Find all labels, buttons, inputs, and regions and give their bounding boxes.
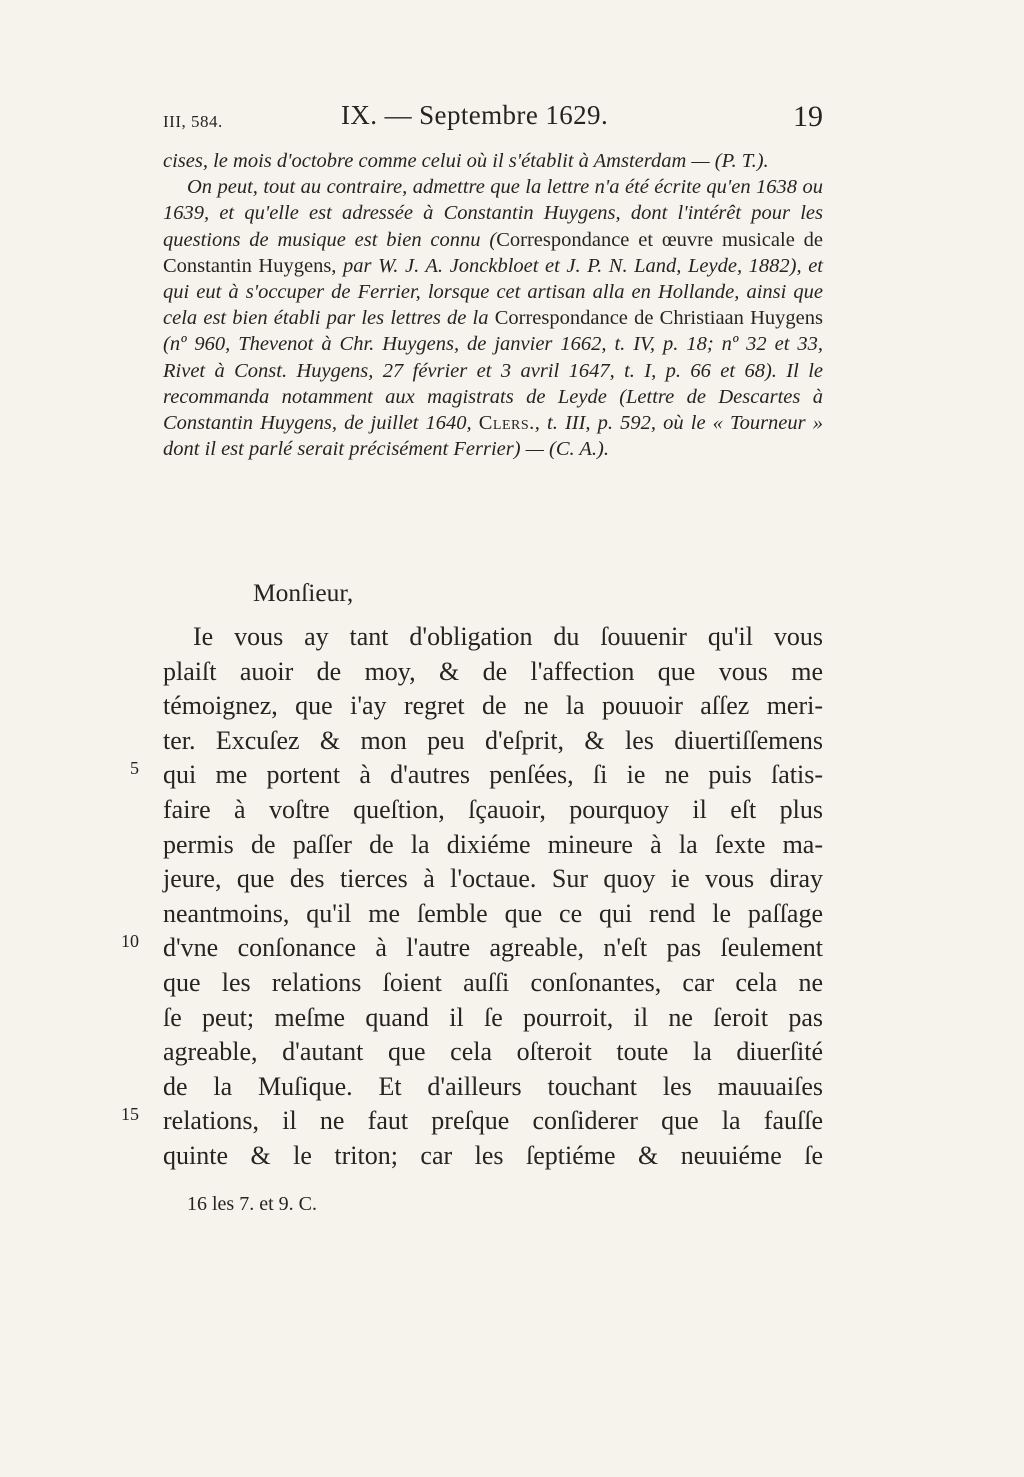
letter-line: [163, 1070, 823, 1105]
editorial-note: [163, 148, 823, 462]
letter-line-text: qui me portent à d'autres penſées, ſi ie ne puis ſatis-: [163, 760, 823, 790]
letter-line: [163, 1035, 823, 1070]
letter-line-text: témoignez, que i'ay regret de ne la pouuoir aſſez meri-: [163, 691, 823, 721]
textual-variant-note: 16 les 7. et 9. C.: [187, 1193, 317, 1215]
page-title: IX. — Septembre 1629.: [341, 100, 609, 130]
letter-line: [163, 689, 823, 724]
letter-line-text: relations, il ne faut preſque conſiderer que la fauſſe: [163, 1106, 823, 1136]
letter-line: [163, 1001, 823, 1036]
letter-line: [130, 758, 823, 793]
note-paragraph-continued: cises, le mois d'octobre comme celui où il s'établit à Amsterdam — (P. T.).: [163, 150, 769, 172]
letter-line-text: que les relations ſoient auſſi conſonantes, car cela ne: [163, 967, 823, 997]
note-text: , t. III, p. 592, où le « Tourneur » dont il est parlé serait précisément Ferrier) — (C. A.).: [163, 412, 823, 461]
letter-line-text: plaiſt auoir de moy, & de l'affection que vous me: [163, 656, 823, 686]
letter-line-text: d'vne conſonance à l'autre agreable, n'eſt pas ſeulement: [163, 933, 823, 963]
note-paragraph: [163, 174, 823, 462]
letter-line-text: jeure, que des tierces à l'octaue. Sur quoy ie vous diray: [163, 864, 823, 894]
letter-line-text: ſe peut; meſme quand il ſe pourroit, il ne ſeroit pas: [163, 1002, 823, 1032]
note-text: On peut, tout au contraire, admettre que la lettre n'a été écrite qu'en 1638 ou 1639, et qu'elle est adressée à Constantin Huygens, dont l'intérêt pour les questions de musique est bien connu (: [163, 176, 823, 251]
letter-line-text: neantmoins, qu'il me ſemble que ce qui rend le paſſage: [163, 898, 823, 928]
running-header: [163, 100, 823, 140]
edition-abbrev: Clers.: [478, 412, 535, 435]
letter-salutation: Monſieur,: [253, 578, 354, 607]
letter-line-text: agreable, d'autant que cela oſteroit toute la diuerſité: [163, 1037, 823, 1067]
line-number: 10: [121, 931, 139, 952]
letter-line-text: Ie vous ay tant d'obligation du ſouuenir qu'il vous: [193, 622, 823, 651]
note-text: par W. J. A. Jonckbloet et J. P. N. Land, Leyde, 1882), et qui eut à s'occuper de Ferrier, lorsque cet artisan alla en Hollande, ainsi que cela est bien établi par les lettres de la: [163, 254, 823, 330]
letter-line: [163, 724, 823, 759]
book-title: Correspondance et œuvre musicale de Constantin Huygens,: [163, 228, 823, 277]
letter-body: [121, 620, 823, 1174]
letter-line: [163, 793, 823, 828]
book-title: Correspondance de Christiaan Huygens: [494, 307, 823, 330]
letter-line: [163, 655, 823, 690]
letter-line-text: de la Muſique. Et d'ailleurs touchant les mauuaiſes: [163, 1071, 823, 1101]
note-text: (nº 960, Thevenot à Chr. Huygens, de janvier 1662, t. IV, p. 18; nº 32 et 33, Rivet à Const. Huygens, 27 février et 3 avril 1647, t. I, p. 66 et 68). Il le recommanda notamment aux magistrats de Leyde (Lettre de Descartes à Constantin Huygens, de juillet 1640,: [163, 333, 823, 435]
letter-line: [121, 1104, 823, 1139]
letter-line: [163, 620, 823, 655]
letter-line: [121, 931, 823, 966]
letter-line-text: ter. Excuſez & mon peu d'eſprit, & les diuertiſſemens: [163, 725, 823, 755]
line-number: 15: [121, 1104, 139, 1125]
letter-line: [163, 828, 823, 863]
line-number: 5: [130, 758, 139, 779]
letter-line-text: faire à voſtre queſtion, ſçauoir, pourquoy il eſt plus: [163, 794, 823, 824]
letter-line-text: quinte & le triton; car les ſeptiéme & neuuiéme ſe: [163, 1140, 823, 1170]
letter-line: [163, 862, 823, 897]
letter-line: [163, 966, 823, 1001]
letter-line-text: permis de paſſer de la dixiéme mineure à la ſexte ma-: [163, 829, 823, 859]
letter-line: [163, 1139, 823, 1174]
letter-line: [163, 897, 823, 932]
page-number: 19: [793, 100, 823, 133]
volume-reference: III, 584.: [163, 112, 223, 131]
